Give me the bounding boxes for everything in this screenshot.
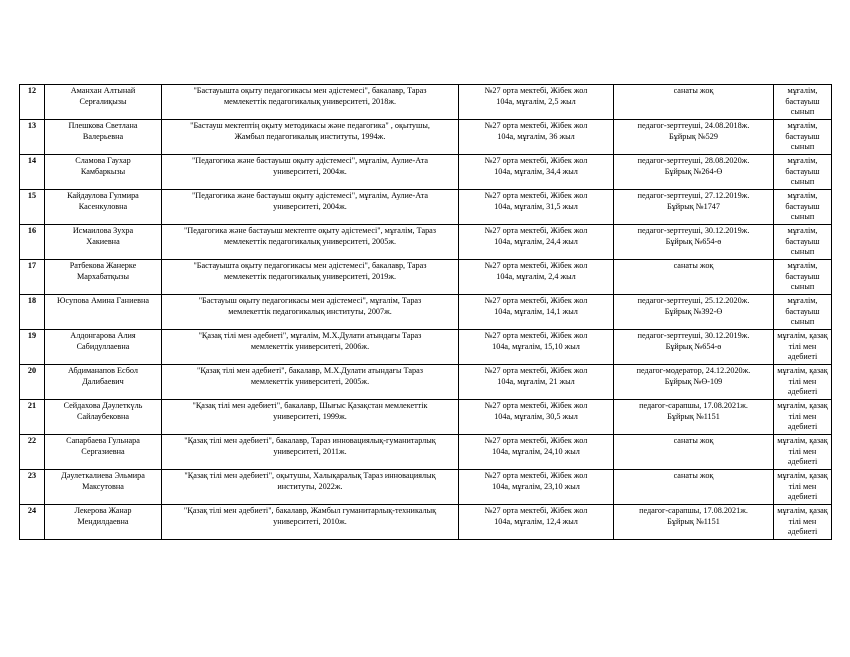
teacher-name-line: Сапарбаева Гульнара [66,436,140,445]
workplace-info-line: 104а, мұғалім, 30,5 жыл [494,411,578,421]
position-info-line: сынып [790,212,815,222]
workplace-info-line: №27 орта мектебі, Жібек жол [484,436,588,445]
table-row [20,470,832,505]
workplace-info-line: №27 орта мектебі, Жібек жол [484,506,588,515]
workplace-info-cell [459,225,614,260]
position-info-cell [774,330,832,365]
teacher-name-cell [45,85,162,120]
workplace-info-cell [459,470,614,505]
teacher-name-line: Дәулеткалиева Эльмира [61,471,145,480]
position-info-line: бастауыш [785,236,820,246]
position-info-cell [774,295,832,330]
teacher-name-line: Сейдахова Дәулеткүль [63,401,143,410]
position-info-cell [774,120,832,155]
position-info-cell [774,435,832,470]
qualification-category-cell [614,470,774,505]
teacher-name-cell [45,505,162,540]
position-info-line: бастауыш [785,96,820,106]
workplace-info-line: №27 орта мектебі, Жібек жол [484,296,588,305]
education-info-line: мемлекеттік педагогикалық институты, 2007ж. [228,306,392,316]
position-info-line: мұғалім, қазақ [777,506,828,515]
qualification-category-cell [614,85,774,120]
position-info-line: мұғалім, қазақ [777,436,828,445]
teacher-name-cell [45,330,162,365]
position-info-cell [774,505,832,540]
table-row [20,365,832,400]
position-info-line: тілі мен [788,516,817,526]
qualification-category-line: педагог-зерттеуші, 30.12.2019ж. [637,226,750,235]
teacher-name-line: Лекерова Жанар [74,506,132,515]
position-info-line: мұғалім, [787,86,818,95]
teacher-name-cell [45,190,162,225]
position-info-line: әдебиеті [787,387,818,397]
education-info-line: "Бастауышта оқыту педагогикасы мен әдістемесі", бакалавр, Тараз [193,86,427,95]
workplace-info-line: 104а, мұғалім, 2,5 жыл [496,96,576,106]
table-row [20,400,832,435]
workplace-info-line: 104а, мұғалім, 14,1 жыл [494,306,578,316]
qualification-category-line: санаты жоқ [673,471,714,480]
teacher-name-line: Юсупова Амина Ганиевна [57,296,149,305]
education-info-line: мемлекеттік университеті, 2006ж. [250,341,370,351]
position-info-line: әдебиеті [787,352,818,362]
education-info-line: мемлекеттік университеті, 2005ж. [250,376,370,386]
qualification-category-cell [614,190,774,225]
workplace-info-line: 104а, мұғалім, 31,5 жыл [494,201,578,211]
education-info-cell [162,435,459,470]
workplace-info-cell [459,295,614,330]
table-row [20,260,832,295]
table-row [20,225,832,260]
qualification-category-line: санаты жоқ [673,261,714,270]
row-number-cell: 18 [20,295,45,330]
qualification-category-cell [614,365,774,400]
position-info-line: бастауыш [785,271,820,281]
workplace-info-line: №27 орта мектебі, Жібек жол [484,86,588,95]
qualification-category-cell [614,120,774,155]
education-info-line: Жамбыл педагогикалық институты, 1994ж. [234,131,386,141]
teacher-name-line: Плешкова Светлана [68,121,138,130]
teacher-name-line: Касенкуловна [78,201,128,211]
education-info-line: "Қазақ тілі мен әдебиеті", бакалавр, Тараз инновациялық-гуманитарлық [184,436,436,445]
position-info-cell [774,470,832,505]
workplace-info-line: №27 орта мектебі, Жібек жол [484,191,588,200]
workplace-info-cell [459,435,614,470]
row-number-cell: 20 [20,365,45,400]
qualification-category-line: Бұйрық №264-Ө [664,166,723,176]
teacher-name-cell [45,295,162,330]
teacher-name-line: Хакиевна [86,236,120,246]
qualification-category-line: педагог-зерттеуші, 27.12.2019ж. [637,191,750,200]
teacher-name-cell [45,365,162,400]
row-number-cell: 24 [20,505,45,540]
workplace-info-line: 104а, мұғалім, 12,4 жыл [494,516,578,526]
workplace-info-line: 104а, мұғалім, 24,4 жыл [494,236,578,246]
position-info-cell [774,155,832,190]
row-number-cell: 19 [20,330,45,365]
workplace-info-cell [459,365,614,400]
teacher-name-line: Валерьевна [82,131,124,141]
position-info-line: әдебиеті [787,457,818,467]
row-number-cell: 22 [20,435,45,470]
qualification-category-line: Бұйрық №529 [669,131,718,141]
teacher-name-line: Сламова Гаухар [75,156,131,165]
position-info-line: сынып [790,107,815,117]
education-info-line: мемлекеттік педагогикалық университеті, 2005ж. [223,236,397,246]
qualification-category-line: Бұйрық №1151 [667,516,720,526]
position-info-cell [774,190,832,225]
qualification-category-line: педагог-зерттеуші, 28.08.2020ж. [637,156,750,165]
workplace-info-cell [459,155,614,190]
teacher-name-cell [45,155,162,190]
teacher-name-line: Ратбекова Жанерке [69,261,137,270]
workplace-info-line: №27 орта мектебі, Жібек жол [484,156,588,165]
workplace-info-cell [459,120,614,155]
education-info-line: университеті, 2004ж. [273,166,347,176]
position-info-line: мұғалім, қазақ [777,471,828,480]
teacher-name-line: Исмаилова Зухра [72,226,134,235]
position-info-line: мұғалім, қазақ [777,401,828,410]
teacher-name-cell [45,470,162,505]
education-info-cell [162,295,459,330]
education-info-line: "Бастауышта оқыту педагогикасы мен әдістемесі", бакалавр, Тараз [193,261,427,270]
education-info-line: "Бастауш мектептің оқыту методикасы және педагогика" , оқытушы, [190,121,430,130]
position-info-line: бастауыш [785,166,820,176]
position-info-line: мұғалім, [787,261,818,270]
qualification-category-cell [614,505,774,540]
teacher-name-line: Абдиманапов Есбол [67,366,139,375]
qualification-category-cell [614,260,774,295]
position-info-cell [774,260,832,295]
position-info-line: әдебиеті [787,492,818,502]
table-row [20,85,832,120]
education-info-line: мемлекеттік педагогикалық университеті, 2019ж. [223,271,397,281]
education-info-cell [162,190,459,225]
education-info-line: "Қазақ тілі мен әдебиеті", мұғалім, М.Х.Дулати атындағы Тараз [198,331,422,340]
workplace-info-line: №27 орта мектебі, Жібек жол [484,226,588,235]
education-info-cell [162,330,459,365]
qualification-category-line: Бұйрық №1747 [667,201,720,211]
qualification-category-line: педагог-зерттеуші, 24.08.2018ж. [637,121,750,130]
workplace-info-cell [459,190,614,225]
row-number-cell: 23 [20,470,45,505]
position-info-line: тілі мен [788,341,817,351]
education-info-cell [162,85,459,120]
education-info-line: университеті, 2004ж. [273,201,347,211]
position-info-cell [774,225,832,260]
row-number-cell: 17 [20,260,45,295]
qualification-category-line: Бұйрық №654-ө [665,341,722,351]
position-info-line: тілі мен [788,481,817,491]
qualification-category-line: педагог-модератор, 24.12.2020ж. [636,366,751,375]
qualification-category-cell [614,225,774,260]
workplace-info-line: 104а, мұғалім, 2,4 жыл [496,271,576,281]
row-number-cell: 12 [20,85,45,120]
teacher-name-cell [45,260,162,295]
teacher-name-line: Алдонгарова Алия [70,331,136,340]
qualification-category-line: Бұйрық №1151 [667,411,720,421]
teacher-name-line: Далибаевич [82,376,124,386]
qualification-category-line: педагог-зерттеуші, 30.12.2019ж. [637,331,750,340]
position-info-line: мұғалім, [787,296,818,305]
qualification-category-line: санаты жоқ [673,86,714,95]
education-info-line: "Бастауыш оқыту педагогикасы мен әдістемесі", мұғалім, Тараз [198,296,422,305]
workplace-info-line: 104а, мұғалім, 36 жыл [497,131,575,141]
teacher-name-line: Мендилдаевна [77,516,129,526]
qualification-category-line: педагог-сарапшы, 17.08.2021ж. [639,401,748,410]
qualification-category-cell [614,330,774,365]
workplace-info-line: №27 орта мектебі, Жібек жол [484,331,588,340]
staff-table-body [20,85,832,540]
workplace-info-line: 104а, мұғалім, 24,10 жыл [492,446,580,456]
education-info-cell [162,505,459,540]
teacher-name-line: Сайлаубековна [77,411,129,421]
workplace-info-line: 104а, мұғалім, 21 жыл [497,376,575,386]
education-info-cell [162,225,459,260]
position-info-line: мұғалім, қазақ [777,331,828,340]
position-info-line: бастауыш [785,201,820,211]
education-info-line: "Қазақ тілі мен әдебиеті", оқытушы, Халықаралық Тараз инновациялық [184,471,436,480]
position-info-cell [774,400,832,435]
teacher-name-line: Сергазиевна [81,446,125,456]
education-info-line: "Қазақ тілі мен әдебиеті", бакалавр, М.Х.Дулати атындағы Тараз [197,366,423,375]
workplace-info-line: №27 орта мектебі, Жібек жол [484,121,588,130]
table-row [20,435,832,470]
education-info-line: "Педагогика және бастауыш мектепте оқыту әдістемесі", мұғалім, Тараз [183,226,437,235]
education-info-line: университеті, 2010ж. [273,516,347,526]
workplace-info-cell [459,85,614,120]
table-row [20,295,832,330]
workplace-info-line: №27 орта мектебі, Жібек жол [484,401,588,410]
education-info-cell [162,365,459,400]
position-info-cell [774,85,832,120]
position-info-line: әдебиеті [787,527,818,537]
position-info-line: сынып [790,247,815,257]
position-info-line: сынып [790,282,815,292]
qualification-category-line: педагог-зерттеуші, 25.12.2020ж. [637,296,750,305]
position-info-line: әдебиеті [787,422,818,432]
qualification-category-cell [614,155,774,190]
education-info-cell [162,155,459,190]
education-info-line: университеті, 1999ж. [273,411,347,421]
workplace-info-cell [459,505,614,540]
teacher-name-cell [45,120,162,155]
row-number-cell: 21 [20,400,45,435]
position-info-line: мұғалім, [787,226,818,235]
education-info-line: "Педагогика және бастауыш оқыту әдістемесі", мұғалім, Аулие-Ата [191,156,429,165]
table-row [20,120,832,155]
teacher-name-cell [45,435,162,470]
workplace-info-cell [459,260,614,295]
position-info-line: сынып [790,142,815,152]
teacher-name-line: Максутовна [82,481,124,491]
position-info-line: мұғалім, [787,121,818,130]
education-info-line: университеті, 2011ж. [273,446,347,456]
workplace-info-line: 104а, мұғалім, 34,4 жыл [494,166,578,176]
position-info-cell [774,365,832,400]
teacher-name-line: Мархабатқызы [76,271,129,281]
table-row [20,155,832,190]
position-info-line: сынып [790,177,815,187]
education-info-line: "Педагогика және бастауыш оқыту әдістемесі", мұғалім, Аулие-Ата [191,191,429,200]
position-info-line: мұғалім, қазақ [777,366,828,375]
position-info-line: мұғалім, [787,191,818,200]
table-row [20,330,832,365]
teacher-name-cell [45,400,162,435]
workplace-info-line: 104а, мұғалім, 15,10 жыл [492,341,580,351]
teacher-name-line: Камбаркызы [80,166,126,176]
table-row [20,505,832,540]
position-info-line: тілі мен [788,411,817,421]
education-info-line: "Қазақ тілі мен әдебиеті", бакалавр, Жамбыл гуманитарлық-техникалық [183,506,437,515]
qualification-category-line: Бұйрық №392-Ө [664,306,723,316]
teacher-name-line: Аманхан Алтынай [70,86,136,95]
teacher-name-line: Кайдаулова Гулмира [67,191,139,200]
education-info-line: мемлекеттік педагогикалық университеті, 2018ж. [223,96,397,106]
workplace-info-line: №27 орта мектебі, Жібек жол [484,261,588,270]
qualification-category-cell [614,435,774,470]
teacher-name-line: Сабидуллаевна [76,341,130,351]
position-info-line: сынып [790,317,815,327]
row-number-cell: 14 [20,155,45,190]
qualification-category-line: санаты жоқ [673,436,714,445]
teacher-name-line: Серғалиқызы [79,96,127,106]
position-info-line: тілі мен [788,376,817,386]
education-info-cell [162,120,459,155]
qualification-category-line: Бұйрық №654-ө [665,236,722,246]
qualification-category-line: педагог-сарапшы, 17.08.2021ж. [639,506,748,515]
row-number-cell: 16 [20,225,45,260]
workplace-info-cell [459,400,614,435]
position-info-line: мұғалім, [787,156,818,165]
table-row [20,190,832,225]
workplace-info-line: №27 орта мектебі, Жібек жол [484,471,588,480]
education-info-cell [162,260,459,295]
workplace-info-cell [459,330,614,365]
education-info-line: институты, 2022ж. [277,481,343,491]
position-info-line: бастауыш [785,131,820,141]
education-info-cell [162,470,459,505]
education-info-line: "Қазақ тілі мен әдебиеті", бакалавр, Шығыс Қазақстан мемлекеттік [192,401,428,410]
teacher-name-cell [45,225,162,260]
education-info-cell [162,400,459,435]
row-number-cell: 15 [20,190,45,225]
workplace-info-line: 104а, мұғалім, 23,10 жыл [492,481,580,491]
qualification-category-line: Бұйрық №Ө-109 [664,376,723,386]
staff-table [19,84,832,540]
qualification-category-cell [614,400,774,435]
position-info-line: бастауыш [785,306,820,316]
position-info-line: тілі мен [788,446,817,456]
qualification-category-cell [614,295,774,330]
row-number-cell: 13 [20,120,45,155]
workplace-info-line: №27 орта мектебі, Жібек жол [484,366,588,375]
